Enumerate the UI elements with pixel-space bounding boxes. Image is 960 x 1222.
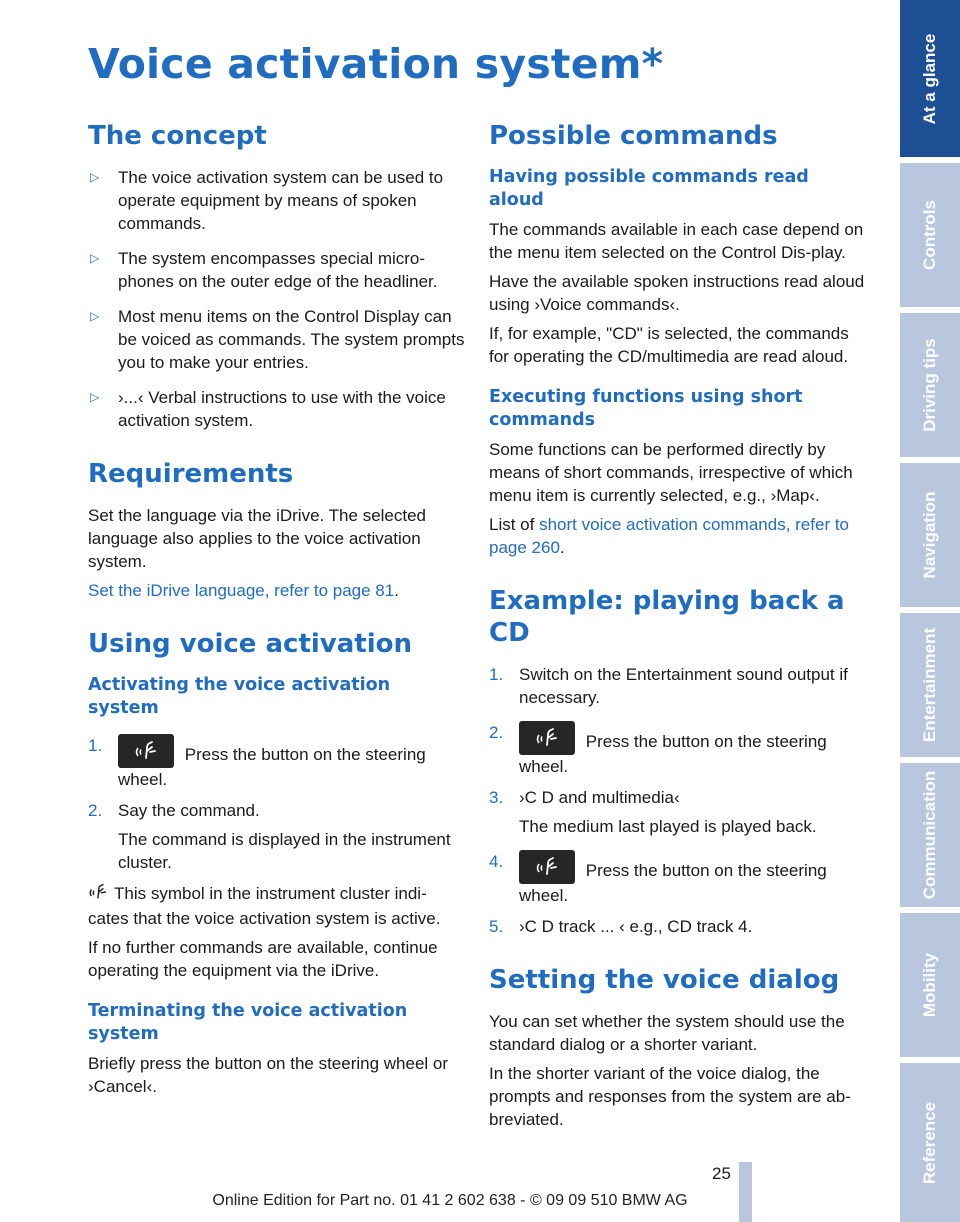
list-item: ▷ ›...‹ Verbal instructions to use with the voice activation system. xyxy=(90,388,446,430)
list-item: 4. Press the button on the steering wheel. xyxy=(489,852,827,905)
bullet-triangle-icon: ▷ xyxy=(90,309,100,323)
voice-dialog-heading: Setting the voice dialog xyxy=(489,965,840,995)
list-item: 3. ›C D and multimedia‹ The medium last played is played back. xyxy=(489,788,817,836)
list-item: 2. Say the command. The command is displayed in the instrument cluster. xyxy=(88,801,451,872)
activating-heading: Activating the voice activation system xyxy=(88,675,391,718)
voice-button-icon xyxy=(118,734,174,768)
possible-commands-heading: Possible commands xyxy=(489,121,778,151)
activating-steps xyxy=(88,734,466,874)
list-item: 2. Press the button on the steering wheel. xyxy=(489,723,827,776)
footer-text: Online Edition for Part no. 01 41 2 602 638 - © 09 09 510 BMW AG xyxy=(212,1192,688,1209)
list-item: 1. Switch on the Entertainment sound output if necessary. xyxy=(489,665,848,707)
tab-controls[interactable]: Controls xyxy=(900,163,960,307)
left-column xyxy=(88,120,466,1104)
read-aloud-heading: Having possible commands read aloud xyxy=(489,167,809,210)
possible-commands-section: Possible commands Having possible commands read aloud The commands available in each case depend on the menu item selected on the Control Dis-play. Have the available spoken instructions read aloud using ›Voice commands‹. If, for example, "CD" is selected, the commands for operating the CD/multimedia are read aloud. Executing functions using short commands Some functions can be performed directly by means of short commands, irrespective of which menu item is currently selected, e.g., ›Map‹. List of short voice activation commands, refer to page 260. xyxy=(489,120,869,559)
tab-communication[interactable]: Communication xyxy=(900,763,960,907)
requirements-section: Requirements Set the language via the iDrive. The selected language also applies to the voice activation system. Set the iDrive language, refer to page 81. xyxy=(88,458,466,602)
list-item: ▷ The voice activation system can be used to operate equipment by means of spoken commands. xyxy=(90,168,444,233)
example-steps xyxy=(489,663,869,938)
using-section: Using voice activation Activating the voice activation system 1. Press the button on the steering wheel. 2. Say the command. The command is displayed in the instrument cluster. This symbol in the instrument cluster indi-cates that the voice activation system is active. If no further commands are available, continue operating the equipment via the iDrive. Terminating the voice activation system Briefly press the button on the steering wheel or ›Cancel‹. xyxy=(88,628,466,1098)
using-heading: Using voice activation xyxy=(88,629,412,659)
tab-driving-tips[interactable]: Driving tips xyxy=(900,313,960,457)
voice-active-symbol-icon xyxy=(88,883,108,907)
tab-entertainment[interactable]: Entertainment xyxy=(900,613,960,757)
bullet-triangle-icon: ▷ xyxy=(90,170,100,184)
voice-dialog-section: Setting the voice dialog You can set whether the system should use the standard dialog or a shorter variant. In the shorter variant of the voice dialog, the prompts and responses from the system are ab-breviated. xyxy=(489,964,869,1131)
tab-mobility[interactable]: Mobility xyxy=(900,913,960,1057)
terminating-heading: Terminating the voice activation system xyxy=(88,1001,408,1044)
idrive-language-link[interactable]: Set the iDrive language, refer to page 81 xyxy=(88,581,395,600)
concept-heading: The concept xyxy=(88,121,267,151)
right-column xyxy=(489,120,869,1137)
page-number: 25 xyxy=(712,1164,731,1183)
tab-reference[interactable]: Reference xyxy=(900,1063,960,1222)
example-heading: Example: playing back a CD xyxy=(489,586,845,648)
example-section xyxy=(489,585,869,938)
list-item: 1. Press the button on the steering wheel. xyxy=(88,736,426,789)
terminating-text: Briefly press the button on the steering wheel or ›Cancel‹. xyxy=(88,1054,449,1096)
concept-bullets xyxy=(88,166,466,432)
page-title: Voice activation system* xyxy=(88,40,664,88)
bullet-triangle-icon: ▷ xyxy=(90,390,100,404)
list-item: 5. ›C D track ... ‹ e.g., CD track 4. xyxy=(489,917,753,936)
requirements-heading: Requirements xyxy=(88,459,294,489)
short-commands-heading: Executing functions using short commands xyxy=(489,387,803,430)
short-commands-link[interactable]: short voice activation commands, refer to page 260 xyxy=(489,515,850,557)
list-item: ▷ Most menu items on the Control Display can be voiced as commands. The system prompts you to make your entries. xyxy=(90,307,465,372)
list-item: ▷ The system encompasses special micro-phones on the outer edge of the headliner. xyxy=(90,249,438,291)
further-text: If no further commands are available, continue operating the equipment via the iDrive. xyxy=(88,938,438,980)
requirements-text: Set the language via the iDrive. The selected language also applies to the voice activation system. xyxy=(88,506,427,571)
bullet-triangle-icon: ▷ xyxy=(90,251,100,265)
voice-button-icon xyxy=(519,850,575,884)
tab-at-a-glance[interactable]: At a glance xyxy=(900,0,960,157)
chapter-sidebar xyxy=(900,0,960,1222)
tab-navigation[interactable]: Navigation xyxy=(900,463,960,607)
concept-section xyxy=(88,120,466,432)
voice-button-icon xyxy=(519,721,575,755)
